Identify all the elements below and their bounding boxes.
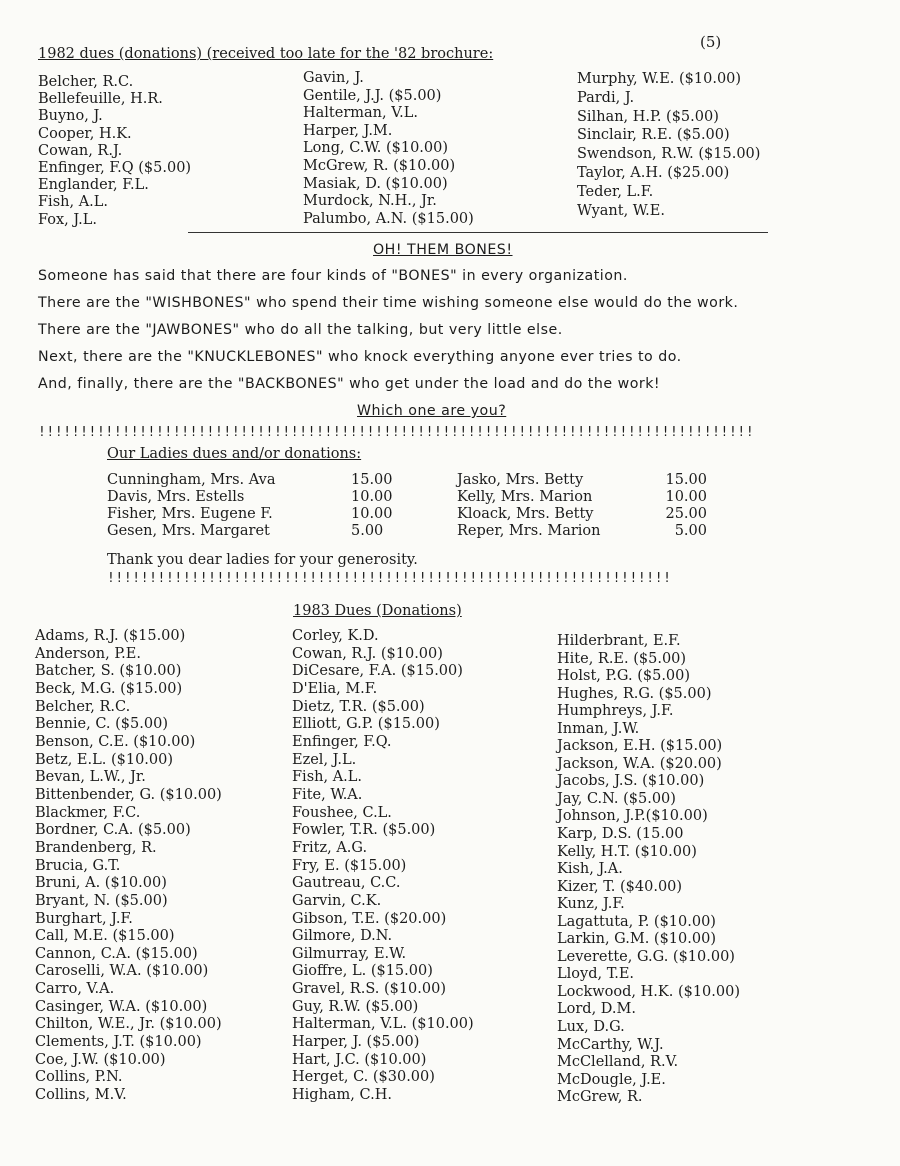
dues-1983-col1	[35, 628, 222, 1105]
ladies-row	[107, 506, 707, 523]
list-item: Wyant, W.E.	[577, 202, 665, 219]
list-item: Gilmurray, E.W.	[292, 945, 407, 962]
lady-amount: 5.00	[351, 523, 384, 539]
list-item: Fish, A.L.	[292, 769, 363, 786]
list-item: Foushee, C.L.	[292, 804, 392, 821]
list-item: Cowan, R.J. ($10.00)	[292, 645, 443, 662]
list-item: Humphreys, J.F.	[557, 703, 674, 720]
list-item: Dietz, T.R. ($5.00)	[292, 698, 425, 715]
list-item: Call, M.E. ($15.00)	[35, 928, 175, 945]
dues-1983-heading: 1983 Dues (Donations)	[293, 603, 462, 619]
ladies-row	[107, 472, 707, 489]
lady-name: Gesen, Mrs. Margaret	[107, 523, 270, 539]
lady-amount: 15.00	[351, 472, 393, 488]
late-dues-col2	[303, 70, 474, 228]
bones-line-1: Someone has said that there are four kinds of "BONES" in every organization.	[38, 268, 628, 284]
ladies-thanks: Thank you dear ladies for your generosity.	[107, 552, 418, 568]
list-item: Teder, L.F.	[577, 183, 654, 200]
list-item: McGrew, R.	[557, 1089, 643, 1106]
list-item: Lloyd, T.E.	[557, 966, 635, 983]
list-item: Gentile, J.J. ($5.00)	[303, 87, 442, 104]
list-item: Chilton, W.E., Jr. ($10.00)	[35, 1016, 222, 1033]
list-item: Gioffre, L. ($15.00)	[292, 963, 433, 980]
list-item: Larkin, G.M. ($10.00)	[557, 931, 716, 948]
list-item: Halterman, V.L.	[303, 105, 419, 122]
list-item: Burghart, J.F.	[35, 910, 133, 927]
list-item: Gibson, T.E. ($20.00)	[292, 910, 447, 927]
list-item: Harper, J. ($5.00)	[292, 1034, 420, 1051]
list-item: Guy, R.W. ($5.00)	[292, 998, 419, 1015]
list-item: Bevan, L.W., Jr.	[35, 769, 146, 786]
list-item: Palumbo, A.N. ($15.00)	[303, 210, 474, 227]
dues-1983-col3	[557, 633, 740, 1107]
list-item: Collins, M.V.	[35, 1087, 127, 1104]
list-item: Fite, W.A.	[292, 786, 363, 803]
list-item: Gilmore, D.N.	[292, 928, 393, 945]
list-item: Masiak, D. ($10.00)	[303, 175, 448, 192]
list-item: Fowler, T.R. ($5.00)	[292, 822, 436, 839]
lady-name: Davis, Mrs. Estells	[107, 489, 245, 505]
list-item: Anderson, P.E.	[35, 645, 141, 662]
list-item: Murphy, W.E. ($10.00)	[577, 71, 742, 87]
lady-amount: 10.00	[351, 489, 393, 505]
ladies-row	[107, 489, 707, 506]
list-item: Betz, E.L. ($10.00)	[35, 751, 174, 768]
list-item: Bittenbender, G. ($10.00)	[35, 786, 222, 803]
list-item: Buyno, J.	[38, 108, 103, 125]
list-item: Brucia, G.T.	[35, 857, 121, 874]
list-item: Halterman, V.L. ($10.00)	[292, 1016, 474, 1033]
list-item: Kunz, J.F.	[557, 896, 625, 913]
section-divider	[188, 232, 768, 233]
bones-line-4: Next, there are the "KNUCKLEBONES" who knock everything anyone ever tries to do.	[38, 349, 682, 365]
list-item: McGrew, R. ($10.00)	[303, 157, 456, 174]
list-item: Corley, K.D.	[292, 628, 379, 644]
list-item: Englander, F.L.	[38, 177, 149, 194]
list-item: Bryant, N. ($5.00)	[35, 892, 168, 909]
lady-name: Fisher, Mrs. Eugene F.	[107, 506, 273, 522]
list-item: Enfinger, F.Q ($5.00)	[38, 160, 192, 177]
list-item: Bennie, C. ($5.00)	[35, 716, 168, 733]
lady-name: Jasko, Mrs. Betty	[457, 472, 584, 488]
list-item: Carro, V.A.	[35, 981, 115, 998]
lady-name: Kloack, Mrs. Betty	[457, 506, 594, 522]
separator-ladies: !!!!!!!!!!!!!!!!!!!!!!!!!!!!!!!!!!!!!!!!!!!!!!!!!!!!!!!!!!!!!!!!!!!	[107, 571, 672, 586]
list-item: Hart, J.C. ($10.00)	[292, 1051, 427, 1068]
bones-line-2: There are the "WISHBONES" who spend their time wishing someone else would do the work.	[38, 295, 739, 311]
list-item: Kelly, H.T. ($10.00)	[557, 843, 697, 860]
bones-line-3: There are the "JAWBONES" who do all the talking, but very little else.	[38, 322, 563, 338]
list-item: Murdock, N.H., Jr.	[303, 193, 437, 210]
list-item: Harper, J.M.	[303, 122, 393, 139]
list-item: Elliott, G.P. ($15.00)	[292, 716, 440, 733]
list-item: Clements, J.T. ($10.00)	[35, 1034, 202, 1051]
list-item: Jackson, E.H. ($15.00)	[557, 738, 723, 755]
lady-amount: 25.00	[665, 506, 707, 522]
list-item: Bordner, C.A. ($5.00)	[35, 822, 191, 839]
list-item: Hite, R.E. ($5.00)	[557, 650, 687, 667]
list-item: Coe, J.W. ($10.00)	[35, 1051, 166, 1068]
list-item: Casinger, W.A. ($10.00)	[35, 998, 208, 1015]
list-item: Fritz, A.G.	[292, 839, 368, 856]
list-item: Jay, C.N. ($5.00)	[557, 790, 676, 807]
list-item: Pardi, J.	[577, 89, 635, 106]
list-item: Karp, D.S. (15.00	[557, 826, 684, 843]
lady-name: Cunningham, Mrs. Ava	[107, 472, 276, 488]
ladies-row	[107, 523, 707, 540]
bones-line-5: And, finally, there are the "BACKBONES" who get under the load and do the work!	[38, 376, 661, 392]
ladies-heading: Our Ladies dues and/or donations:	[107, 446, 362, 462]
list-item: Ezel, J.L.	[292, 751, 357, 768]
lady-name: Reper, Mrs. Marion	[457, 523, 601, 539]
list-item: DiCesare, F.A. ($15.00)	[292, 663, 463, 680]
lady-amount: 15.00	[665, 472, 707, 488]
list-item: Belcher, R.C.	[35, 698, 131, 715]
list-item: Beck, M.G. ($15.00)	[35, 680, 183, 697]
list-item: Lux, D.G.	[557, 1019, 625, 1036]
late-dues-heading: 1982 dues (donations) (received too late for the '82 brochure:	[38, 46, 494, 62]
list-item: Kizer, T. ($40.00)	[557, 878, 683, 895]
bones-title: OH! THEM BONES!	[373, 242, 513, 258]
list-item: Gravel, R.S. ($10.00)	[292, 981, 446, 998]
list-item: McCarthy, W.J.	[557, 1036, 664, 1053]
list-item: Inman, J.W.	[557, 720, 640, 737]
list-item: Leverette, G.G. ($10.00)	[557, 948, 735, 965]
lady-amount: 10.00	[665, 489, 707, 505]
list-item: Long, C.W. ($10.00)	[303, 140, 449, 157]
list-item: Belcher, R.C.	[38, 74, 134, 90]
list-item: Enfinger, F.Q.	[292, 733, 392, 750]
page-number: (5)	[700, 33, 722, 51]
list-item: Batcher, S. ($10.00)	[35, 663, 182, 680]
list-item: Swendson, R.W. ($15.00)	[577, 146, 761, 163]
lady-amount: 5.00	[674, 523, 707, 539]
list-item: Cowan, R.J.	[38, 142, 123, 159]
list-item: Brandenberg, R.	[35, 839, 157, 856]
separator-bones: !!!!!!!!!!!!!!!!!!!!!!!!!!!!!!!!!!!!!!!!!!!!!!!!!!!!!!!!!!!!!!!!!!!!!!!!!!!!!!!!!!!!!	[38, 425, 755, 440]
list-item: Sinclair, R.E. ($5.00)	[577, 127, 730, 144]
list-item: Cannon, C.A. ($15.00)	[35, 945, 198, 962]
list-item: Higham, C.H.	[292, 1087, 392, 1104]
list-item: Fish, A.L.	[38, 194, 109, 211]
list-item: Silhan, H.P. ($5.00)	[577, 108, 719, 125]
list-item: Collins, P.N.	[35, 1069, 123, 1086]
list-item: Kish, J.A.	[557, 861, 623, 878]
list-item: Garvin, C.K.	[292, 892, 382, 909]
list-item: Caroselli, W.A. ($10.00)	[35, 963, 209, 980]
list-item: D'Elia, M.F.	[292, 680, 378, 697]
bones-question: Which one are you?	[357, 403, 507, 419]
list-item: Jacobs, J.S. ($10.00)	[557, 773, 705, 790]
list-item: Bruni, A. ($10.00)	[35, 875, 167, 892]
list-item: Hughes, R.G. ($5.00)	[557, 685, 712, 702]
list-item: Jackson, W.A. ($20.00)	[557, 755, 722, 772]
list-item: Gavin, J.	[303, 70, 364, 86]
list-item: Gautreau, C.C.	[292, 875, 401, 892]
list-item: Fox, J.L.	[38, 211, 97, 228]
late-dues-col1	[38, 74, 191, 229]
list-item: Taylor, A.H. ($25.00)	[577, 164, 730, 181]
list-item: McDougle, J.E.	[557, 1071, 666, 1088]
list-item: McClelland, R.V.	[557, 1054, 679, 1071]
ladies-table	[107, 472, 707, 540]
list-item: Fry, E. ($15.00)	[292, 857, 407, 874]
list-item: Blackmer, F.C.	[35, 804, 141, 821]
list-item: Bellefeuille, H.R.	[38, 91, 163, 108]
list-item: Johnson, J.P.($10.00)	[557, 808, 708, 825]
late-dues-col3	[577, 70, 760, 220]
list-item: Lockwood, H.K. ($10.00)	[557, 983, 740, 1000]
list-item: Cooper, H.K.	[38, 125, 132, 142]
list-item: Lord, D.M.	[557, 1001, 636, 1018]
list-item: Adams, R.J. ($15.00)	[35, 628, 186, 644]
list-item: Hilderbrant, E.F.	[557, 633, 681, 649]
list-item: Holst, P.G. ($5.00)	[557, 668, 691, 685]
list-item: Herget, C. ($30.00)	[292, 1069, 435, 1086]
list-item: Lagattuta, P. ($10.00)	[557, 913, 716, 930]
lady-name: Kelly, Mrs. Marion	[457, 489, 593, 505]
list-item: Benson, C.E. ($10.00)	[35, 733, 196, 750]
dues-1983-col2	[292, 628, 474, 1105]
lady-amount: 10.00	[351, 506, 393, 522]
